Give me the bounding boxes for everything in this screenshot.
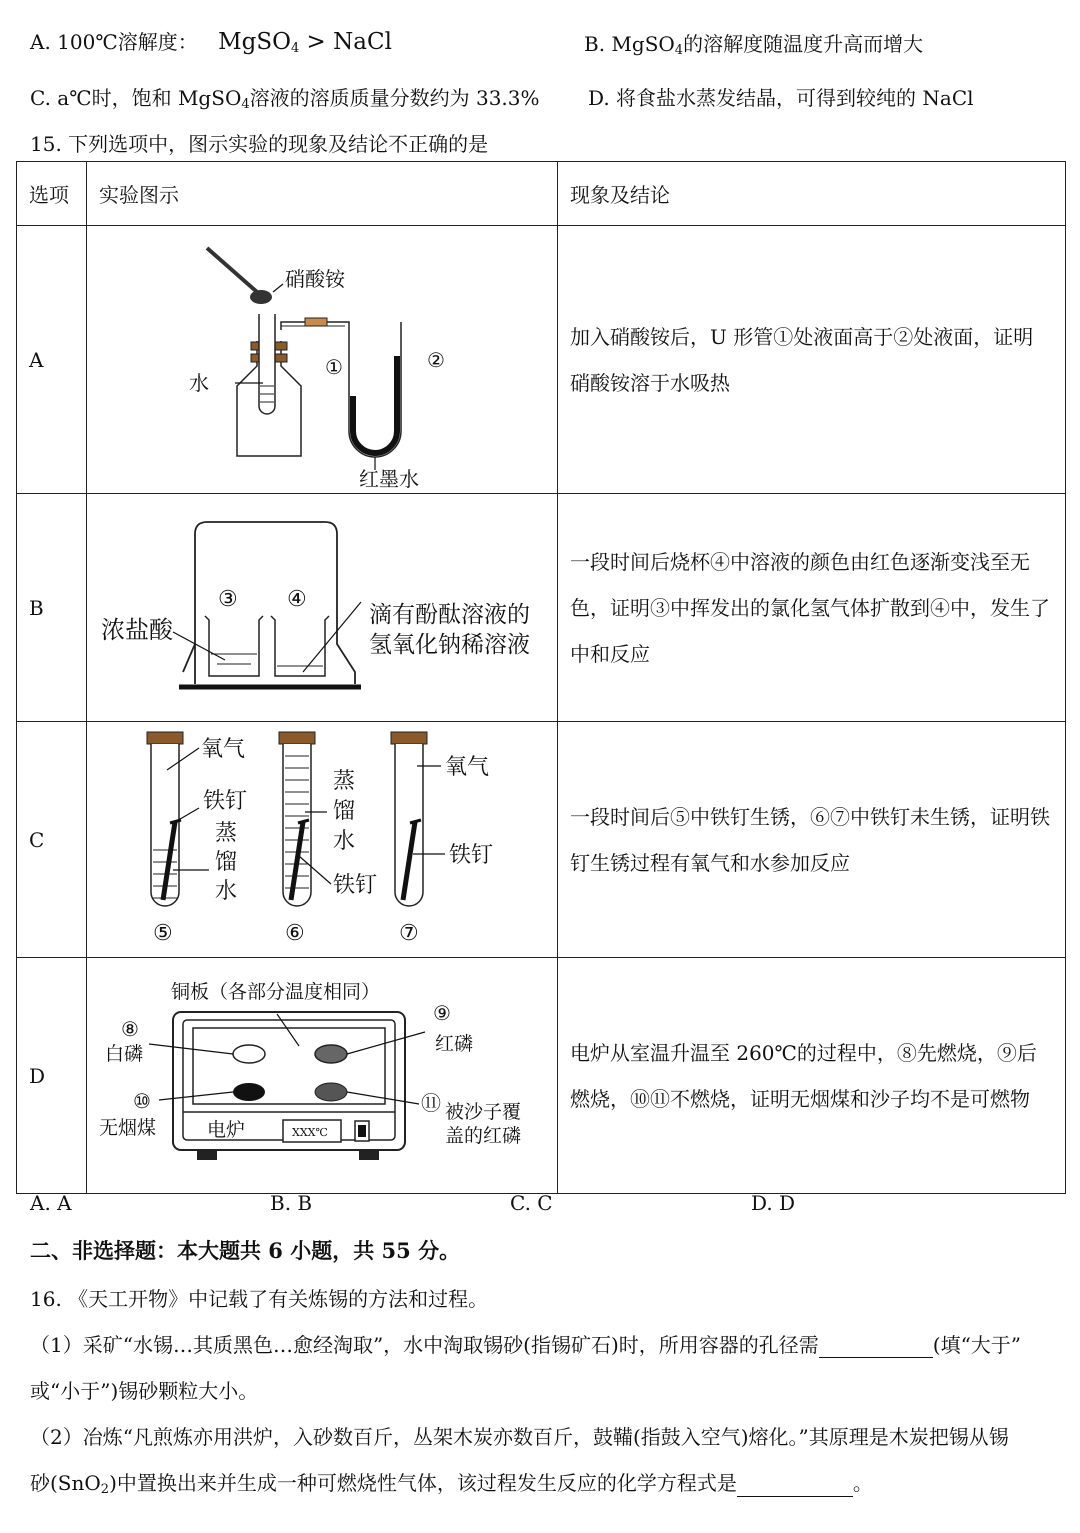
mark-11: ⑪ [421,1091,441,1115]
label-naoh-line1: 滴有酚酞溶液的 [369,602,530,628]
spoon-handle [207,248,257,292]
conclusion-a: 加入硝酸铵后，U 形管①处液面高于②处液面，证明硝酸铵溶于水吸热 [558,226,1066,494]
mark-4: ④ [287,587,307,612]
red-phosphorus [315,1045,347,1063]
label-water: 水 [189,371,209,395]
label-furnace: 电炉 [207,1119,246,1141]
red-ink-liquid [353,356,397,453]
row-label: D [17,958,87,1194]
table-row [17,958,1066,1194]
label-nail-6: 铁钉 [333,873,378,898]
display-reading: XXX℃ [292,1126,328,1139]
header-option: 选项 [17,162,87,226]
section-title: 二、非选择题：本大题共 6 小题，共 55 分。 [30,1238,461,1263]
table-row [17,226,1066,494]
stopper-6 [279,732,315,744]
label-water-5c: 水 [215,879,238,904]
label-red-ink: 红墨水 [359,467,419,488]
figure-a-apparatus [87,226,557,488]
label-sand-line1: 被沙子覆 [445,1101,522,1123]
q16-part1-line2: 或“小于”)锡砂颗粒大小。 [30,1379,259,1403]
label-sand-line2: 盖的红磷 [445,1125,522,1147]
figure-c-cell [87,722,558,958]
label-nail-7: 铁钉 [449,843,494,868]
q16-part1-line1: （1）采矿“水锡…其质黑色…愈经淘取”，水中淘取锡砂(指锡矿石)时，所用容器的孔径需 (填“大于” [30,1333,1022,1357]
label-anthracite: 无烟煤 [99,1117,157,1139]
mark-8: ⑧ [121,1017,139,1041]
label-red-p: 红磷 [435,1033,474,1055]
q14-option-d: D. 将食盐水蒸发结晶，可得到较纯的 NaCl [588,86,974,110]
stopper-7 [391,732,427,744]
row-label: C [17,722,87,958]
white-phosphorus [233,1045,265,1063]
label-oxygen-7: 氧气 [445,755,490,780]
stopper-5 [147,732,183,744]
choice-d: D. D [751,1191,796,1215]
answer-blank-2[interactable] [737,1476,853,1497]
sand-covered-red-phosphorus [315,1083,347,1101]
figure-d-apparatus [87,958,557,1188]
mark-2: ② [427,348,445,372]
mark-10: ⑩ [133,1089,151,1113]
q16-part2-line1: （2）冶炼“凡煎炼亦用洪炉，入砂数百斤，丛架木炭亦数百斤，鼓鞴(指鼓入空气)熔化。”其原理是木炭把锡从锡 [30,1425,1009,1449]
label-water-6a: 蒸 [333,769,356,794]
mark-3: ③ [218,587,238,612]
q14-option-c: C. a℃时，饱和 MgSO$_4$溶液的溶质质量分数约为 33.3% [30,86,540,112]
rubber-joint [305,318,327,326]
q14-option-a: A. 100℃溶解度： MgSO$_4$ > NaCl [30,29,392,56]
label-water-6b: 馏 [333,799,356,824]
test-tube-7 [395,744,423,906]
choice-b: B. B [270,1191,313,1215]
conclusion-c: 一段时间后⑤中铁钉生锈，⑥⑦中铁钉未生锈，证明铁钉生锈过程有氧气和水参加反应 [558,722,1066,958]
q16-stem: 16. 《天工开物》中记载了有关炼锡的方法和过程。 [30,1287,489,1311]
answer-blank-1[interactable] [819,1337,933,1358]
mark-6: ⑥ [285,921,305,946]
figure-b-cell [87,494,558,722]
mark-1: ① [325,355,343,379]
q15-table [16,161,1066,1194]
u-tube-outer [281,322,401,457]
q15-stem: 15. 下列选项中，图示实验的现象及结论不正确的是 [30,132,489,156]
mark-7: ⑦ [399,921,419,946]
label-white-p: 白磷 [105,1043,144,1065]
mark-5: ⑤ [153,921,173,946]
label-conc-hcl: 浓盐酸 [101,616,173,644]
figure-c-apparatus [87,722,557,952]
conclusion-b: 一段时间后烧杯④中溶液的颜色由红色逐渐变浅至无色，证明③中挥发出的氯化氢气体扩散到④中，发生了中和反应 [558,494,1066,722]
label-copper-plate: 铜板（各部分温度相同） [171,981,381,1003]
q14-option-b: B. MgSO$_4$的溶解度随温度升高而增大 [584,32,924,58]
table-row [17,722,1066,958]
beaker-4 [271,616,329,676]
figure-b-apparatus [87,494,557,716]
table-header-row [17,162,1066,226]
label-water-5b: 馏 [215,850,238,875]
mark-9: ⑨ [433,1001,451,1025]
spoon-bowl [250,290,272,304]
choice-c: C. C [510,1191,553,1215]
test-tube [259,314,275,414]
label-water-5a: 蒸 [215,821,238,846]
anthracite [233,1083,265,1101]
label-oxygen-5: 氧气 [201,737,246,762]
choice-a: A. A [30,1191,72,1215]
label-water-6c: 水 [333,829,356,854]
q16-part2-line2: 砂(SnO$_2$)中置换出来并生成一种可燃烧性气体，该过程发生反应的化学方程式是 。 [30,1471,873,1497]
figure-d-cell [87,958,558,1194]
table-row [17,494,1066,722]
header-conclusion: 现象及结论 [558,162,1066,226]
figure-a-cell [87,226,558,494]
label-nail-5: 铁钉 [203,789,248,814]
label-ammonium-nitrate: 硝酸铵 [285,267,345,291]
row-label: A [17,226,87,494]
header-figure: 实验图示 [87,162,558,226]
beaker-3 [205,616,263,676]
row-label: B [17,494,87,722]
conclusion-d: 电炉从室温升温至 260℃的过程中，⑧先燃烧，⑨后燃烧，⑩⑪不燃烧，证明无烟煤和沙子均不是可燃物 [558,958,1066,1194]
label-naoh-line2: 氢氧化钠稀溶液 [369,632,530,658]
